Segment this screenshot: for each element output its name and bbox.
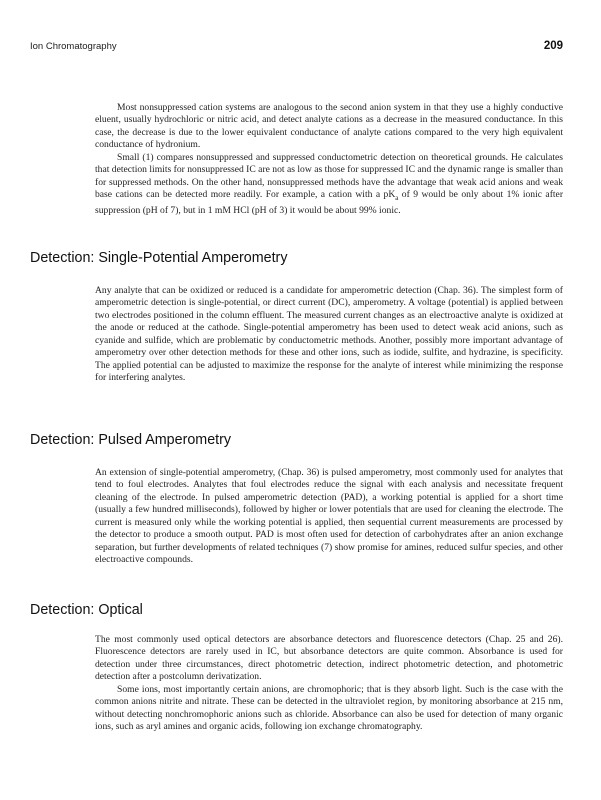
intro-paragraph-2 (95, 152, 563, 217)
page-number: 209 (543, 40, 563, 52)
running-title: Ion Chromatography (30, 41, 117, 52)
section-single-potential-body (95, 285, 563, 385)
section-heading-optical: Detection: Optical (30, 602, 143, 618)
pulsed-paragraph: An extension of single-potential amperometry, (Chap. 36) is pulsed amperometry, most commonly used for analytes that tend to foul electrodes. Analytes that foul electrodes reduce the signal with each analysis and necessitate frequent cleaning of the electrode. In pulsed amperometric detection (PAD), a working potential is applied for a short time (usually a few hundred milliseconds), followed by higher or lower potentials that are used for cleaning the electrode. The current is measured only while the working potential is applied, then sequential current measurements are processed by the detector to produce a smooth output. PAD is most often used for detection of carbohydrates after an anion exchange separation, but further developments of related techniques (7) show promise for amines, reduced sulfur species, and other electroactive compounds. (95, 467, 563, 566)
running-head (30, 40, 563, 56)
section-heading-pulsed: Detection: Pulsed Amperometry (30, 432, 232, 448)
optical-paragraph-2: Some ions, most importantly certain anions, are chromophoric; that is they absorb light. Such is the case with the common anions nitrite and nitrate. These can be detected in the ultraviolet region, by monitoring absorbance at 215 nm, without detecting nonchromophoric anions such as chloride. Absorbance can also be used for detection of many organic ions, such as aryl amines and organic acids, following ion exchange chromatography. (95, 683, 563, 733)
intro-paragraph-2-start: Small (1) compares nonsuppressed and suppressed conductometric detection on theoretical grounds. He calculates that detection limits for nonsuppressed IC are not as low as those for suppressed IC and the dynamic range is smaller than for suppressed methods. On the other hand, nonsuppressed methods have the advantage that weak acid anions and weak base cations can be detected more readily. For example, a cation with a pK (95, 151, 563, 201)
section-optical-body (95, 634, 563, 734)
section-heading-single-potential: Detection: Single-Potential Amperometry (30, 250, 288, 266)
intro-text (95, 102, 563, 217)
optical-paragraph-1: The most commonly used optical detectors are absorbance detectors and fluorescence detectors (Chap. 25 and 26). Fluorescence detectors are rarely used in IC, but absorbance detectors are quite common. Absorbance is used for detection under three circumstances, direct photometric detection, indirect photometric detection, and photometric detection after a postcolumn derivatization. (95, 634, 563, 683)
section-pulsed-body (95, 467, 563, 567)
intro-paragraph-1: Most nonsuppressed cation systems are analogous to the second anion system in that they use a highly conductive eluent, usually hydrochloric or nitric acid, and detect analyte cations as a decrease in the measured conductance. In this case, the decrease is due to the lower equivalent conductance of analyte cations compared to the very high equivalent conductance of hydronium. (95, 102, 563, 151)
intro-paragraph-2-end: of 9 would be only about 1% ionic after suppression (pH of 7), but in 1 mM HCl (pH of 3) it would be about 99% ionic. (95, 189, 564, 216)
single-potential-paragraph: Any analyte that can be oxidized or reduced is a candidate for amperometric detection (Chap. 36). The simplest form of amperometric detection is single-potential, or direct current (DC), amperometry. A voltage (potential) is applied between two electrodes positioned in the column effluent. The measured current changes as an electroactive analyte is oxidized at the anode or reduced at the cathode. Single-potential amperometry has been used to detect weak acid anions, such as cyanide and sulfide, which are problematic by conductometric methods. Another, possibly more important advantage of amperometry over other detection methods for these and other ions, such as iodide, sulfite, and hydrazine, is specificity. The applied potential can be adjusted to maximize the response for the analyte of interest while minimizing the response for interfering analytes. (95, 285, 563, 384)
pka-subscript: a (395, 194, 399, 203)
